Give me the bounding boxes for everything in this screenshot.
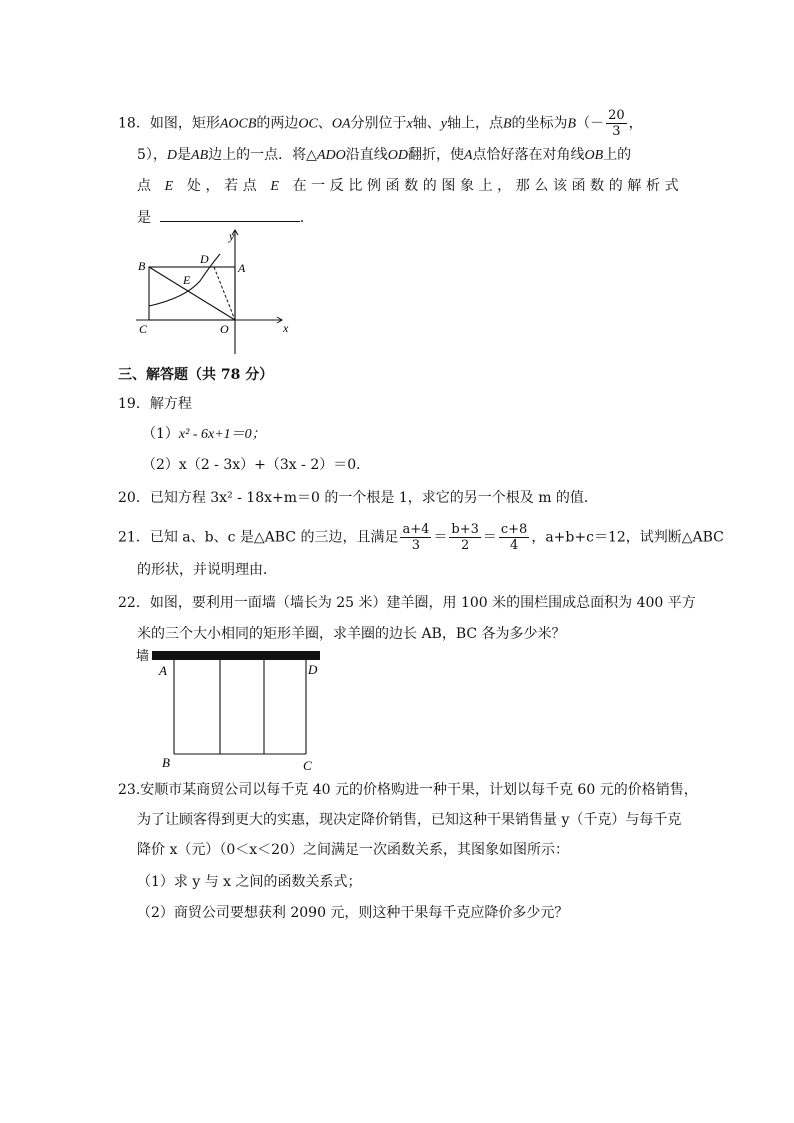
q23-line1: 23.安顺市某商贸公司以每千克 40 元的价格购进一种干果，计划以每千克 60 元的价格销售， — [118, 782, 698, 798]
q23-line2: 为了让顾客得到更大的实惠，现决定降价销售，已知这种干果销售量 y（千克）与每千克 — [137, 812, 682, 828]
q18-line2: 5），D是AB边上的一点．将△ADO沿直线OD翻折，使A点恰好落在对角线OB上的 — [137, 147, 632, 163]
label-d: D — [308, 662, 318, 677]
wall-bar — [152, 651, 320, 660]
label-y: y — [229, 229, 235, 243]
q18-fraction: $\frac{20}{3}$ — [608, 108, 625, 139]
q20-text: 20．已知方程 3x² - 18x+m＝0 的一个根是 1，求它的另一个根及 m 的值． — [118, 490, 598, 506]
q21-line1: 21．已知 a、b、c 是△ABC 的三边，且满足 $\frac{a+4}{3}$ ＝ $\frac{b+3}{2}$ ＝ $\frac{c+8}{4}$ ，a+b+c＝12，试判断△ABC — [118, 522, 724, 553]
label-a: A — [238, 261, 246, 275]
label-b: B — [162, 755, 170, 770]
q19-part2: （2）x（2 - 3x）+（3x - 2）＝0． — [142, 457, 371, 473]
label-a: A — [159, 663, 167, 678]
answer-blank — [160, 207, 300, 222]
diagonal-ob — [149, 267, 235, 320]
q21-fraction-c: $\frac{c+8}{4}$ — [500, 522, 528, 553]
q21-line2: 的形状，并说明理由． — [137, 562, 277, 578]
label-d: D — [200, 252, 209, 266]
label-b: B — [138, 259, 146, 273]
q19-title: 19．解方程 — [118, 396, 192, 412]
label-x: x — [283, 321, 289, 335]
label-wall: 墙 — [136, 648, 150, 663]
q18-figure — [130, 226, 300, 361]
label-c: C — [303, 758, 312, 773]
label-c: C — [139, 322, 148, 336]
fold-line-od — [214, 267, 235, 320]
section-heading: 三、解答题（共 78 分） — [118, 367, 274, 383]
q21-fraction-b: $\frac{b+3}{2}$ — [451, 522, 479, 553]
q23-part1: （1）求 y 与 x 之间的函数关系式； — [137, 874, 362, 890]
q18-line4: 是 ． — [137, 207, 314, 228]
label-e: E — [183, 273, 191, 287]
q19-part1: （1）x² - 6x+1＝0； — [142, 426, 266, 442]
q23-part2: （2）商贸公司要想获利 2090 元，则这种干果每千克应降价多少元？ — [137, 905, 569, 921]
q23-line3: 降价 x（元）（0＜x＜20）之间满足一次函数关系，其图象如图所示： — [137, 842, 569, 858]
q18-line3: 点 E 处，若点 E 在一反比例函数的图象上，那么该函数的解析式 — [137, 178, 684, 194]
q22-line2: 米的三个大小相同的矩形羊圈，求羊圈的边长 AB，BC 各为多少米？ — [137, 626, 566, 642]
label-o: O — [220, 322, 229, 336]
q18-line1: 18．如图，矩形AOCB的两边OC、OA分别位于x轴、y轴上，点B的坐标为B（－ $\frac{20}{3}$ ， — [118, 108, 643, 139]
q22-line1: 22．如图，要利用一面墙（墙长为 25 米）建羊圈，用 100 米的围栏围成总面积为 400 平方 — [118, 595, 696, 611]
q22-figure — [136, 646, 336, 774]
q21-fraction-a: $\frac{a+4}{3}$ — [402, 522, 430, 553]
